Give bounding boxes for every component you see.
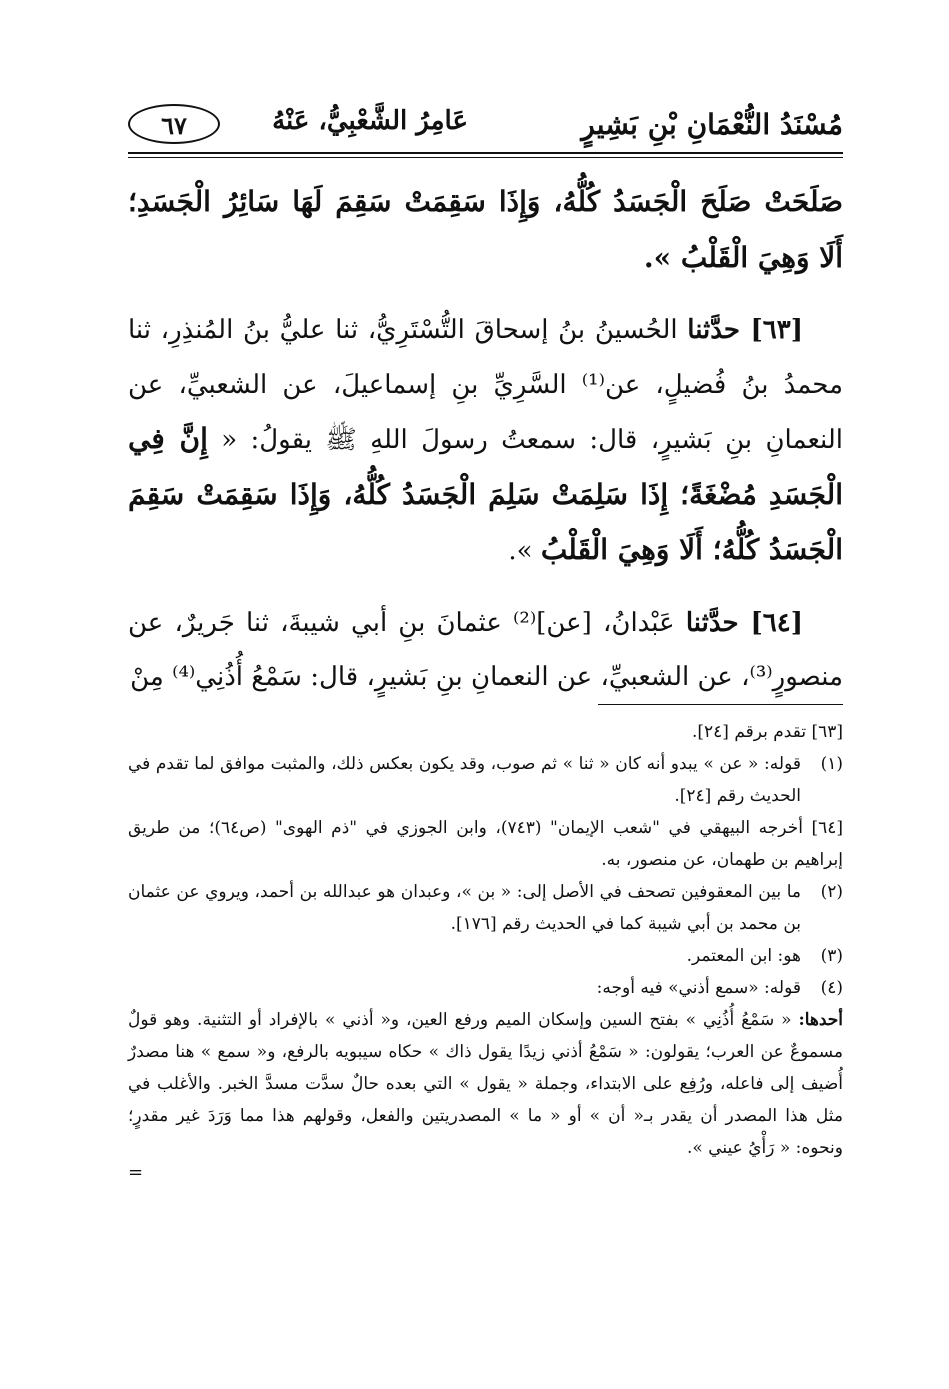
footnote-4-lead: أحدها:	[798, 1010, 844, 1030]
footnote-4	[128, 972, 843, 1004]
paragraph-continuation	[128, 175, 843, 286]
page-number: ٦٧	[128, 104, 220, 144]
footnote-3	[128, 940, 843, 972]
header-rule-thick	[128, 152, 843, 154]
footnote-4-detail	[128, 1004, 843, 1164]
hadith-63-matn: إِنَّ فِي الْجَسَدِ مُضْغَةً؛ إِذَا سَلِمَتْ سَلِمَ الْجَسَدُ كُلُّهُ، وَإِذَا سَقِمَتْ سَقِمَ الْجَسَدُ كُلُّهُ؛ أَلَا وَهِيَ الْقَلْبُ	[128, 422, 843, 566]
footnote-4-body: « سَمْعُ أُذُنِي » بفتح السين وإسكان الميم ورفع العين، و« أذني » بالإفراد أو التثنية. وهو قولٌ مسموعٌ عن العرب؛ يقولون: « سَمْعُ أذني زيدًا يقول ذاك » حكاه سيبويه بالرفع، و« سمع » هنا مصدرٌ أُضيف إلى فاعله، ورُفِع على الابتداء، وجملة « يقول » التي بعده حالٌ سدَّت مسدَّ الخبر. والأغلب في مثل هذا المصدر أن يقدر بـ« أن » أو « ما » المصدريتين والفعل، وقولهم هذا مما وَرَدَ غير مقدرٍ؛ ونحوه: « رَأْيُ عيني ».	[128, 1010, 843, 1158]
continuation-mark: =	[128, 1162, 144, 1183]
footnote-2-mark: (٢)	[820, 882, 843, 902]
footnote-64: [٦٤] أخرجه البيهقي في "شعب الإيمان" (٧٤٣)، وابن الجوزي في "ذم الهوى" (ص٦٤)؛ من طريق إبراهيم بن طهمان، عن منصور، به.	[128, 818, 843, 870]
main-text	[128, 175, 843, 705]
footnote-4-mark: (٤)	[820, 978, 843, 998]
running-header	[128, 100, 843, 160]
footnote-2	[128, 876, 843, 940]
footnote-1-text: قوله: « عن » يبدو أنه كان « ثنا » ثم صوب، وقد يكون بعكس ذلك، والمثبت موافق لما تقدم في الحديث رقم [٢٤].	[128, 754, 801, 806]
footnote-3-text: هو: ابن المعتمر.	[686, 946, 801, 966]
hadith-63-lead: [٦٣] حدَّثنا	[687, 315, 804, 345]
footnote-2-text: ما بين المعقوفين تصحف في الأصل إلى: « بن »، وعبدان هو عبدالله بن أحمد، ويروي عن عثمان بن محمد بن أبي شيبة كما في الحديث رقم [١٧٦].	[128, 882, 801, 934]
footnotes	[128, 716, 843, 1182]
hadith-63	[128, 303, 843, 579]
chapter-title: عَامِرُ الشَّعْبِيُّ، عَنْهُ	[272, 106, 468, 136]
footnote-3-mark: (٣)	[820, 946, 843, 966]
hadith-64	[128, 596, 843, 705]
footnote-separator	[598, 704, 843, 705]
footnote-4-text: قوله: «سمع أذني» فيه أوجه:	[596, 978, 801, 998]
footnote-63: [٦٣] تقدم برقم [٢٤].	[691, 722, 843, 742]
hadith-text: صَلَحَتْ صَلَحَ الْجَسَدُ كُلُّهُ، وَإِذَا سَقِمَتْ سَقِمَ لَهَا سَائِرُ الْجَسَدِ؛ أَلَا وَهِيَ الْقَلْبُ ».	[128, 185, 843, 274]
header-rule-thin	[128, 157, 843, 158]
hadith-64-isnad: عَبْدانُ، [عن]⁽²⁾ عثمانَ بنِ أبي شيبةَ، ثنا جَريرٌ، عن منصورٍ⁽³⁾، عن الشعبيِّ، عن النعمانِ بنِ بَشيرٍ، قال: سَمْعُ أُذُنِي⁽⁴⁾ مِنْ	[128, 607, 843, 692]
book-title: مُسْنَدُ النُّعْمَانِ بْنِ بَشِيرٍ	[581, 108, 843, 141]
footnote-1-mark: (١)	[820, 754, 843, 774]
hadith-63-isnad: الحُسينُ بنُ إسحاقَ التُّسْتَرِيُّ، ثنا عليُّ بنُ المُنذِرِ، ثنا محمدُ بنُ فُضيلٍ، عن⁽¹⁾ السَّرِيِّ بنِ إسماعيلَ، عن الشعبيِّ، عن النعمانِ بنِ بَشيرٍ، قال: سمعتُ رسولَ اللهِ ﷺ يقولُ: «	[128, 315, 844, 455]
hadith-63-close: ».	[508, 536, 533, 566]
footnote-1	[128, 748, 843, 812]
hadith-64-lead: [٦٤] حدَّثنا	[685, 607, 804, 638]
